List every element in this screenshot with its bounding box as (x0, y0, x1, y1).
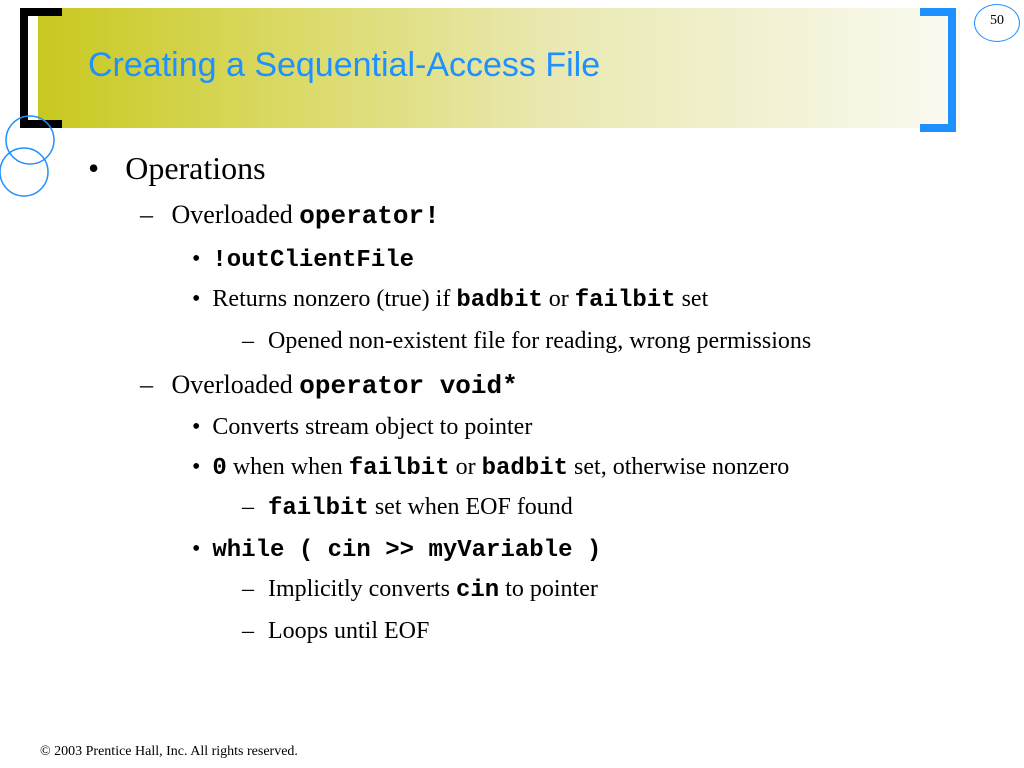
sub-bullet-overloaded-not (140, 200, 440, 231)
dash-marker: – (242, 328, 254, 354)
sub-item-text: set when EOF found (368, 494, 573, 520)
dash-marker: – (140, 200, 153, 229)
page-number: 50 (990, 13, 1004, 28)
bullet-while-loop (192, 536, 601, 564)
code-failbit: failbit (574, 287, 676, 314)
bullet-text: Operations (125, 150, 266, 186)
sub-item-opened-file (242, 328, 811, 355)
bullet-marker: • (88, 150, 100, 186)
bullet-marker: • (192, 414, 201, 440)
bullet-returns-nonzero (192, 286, 708, 314)
code-outclientfile: !outClientFile (212, 247, 415, 274)
bullet-text: Converts stream object to pointer (212, 414, 533, 440)
dash-marker: – (140, 370, 153, 399)
sub-item-implicit (242, 576, 598, 604)
sub-item-loops (242, 618, 429, 645)
bullet-text: set, otherwise nonzero (568, 454, 790, 480)
code-failbit: failbit (348, 455, 450, 482)
slide-title: Creating a Sequential-Access File (88, 46, 601, 84)
code-while-loop: while ( cin >> myVariable ) (212, 537, 602, 564)
sub-bullet-overloaded-void (140, 370, 518, 401)
dash-marker: – (242, 576, 254, 602)
bullet-outclientfile (192, 246, 414, 274)
bullet-text: when when (226, 454, 349, 480)
bullet-marker: • (192, 536, 201, 562)
code-badbit: badbit (456, 287, 543, 314)
sub-item-text: Loops until EOF (268, 618, 430, 644)
code-badbit: badbit (481, 455, 569, 482)
bullet-marker: • (192, 286, 201, 312)
code-cin: cin (455, 577, 500, 604)
sub-item-text: Opened non-existent file for reading, wrong permissions (268, 328, 812, 354)
sub-bullet-text: Overloaded (171, 200, 300, 229)
dash-marker: – (242, 618, 254, 644)
sub-item-text: Implicitly converts (268, 576, 456, 602)
sub-bullet-text: Overloaded (171, 370, 300, 399)
copyright-footer: © 2003 Prentice Hall, Inc. All rights reserved. (40, 744, 298, 759)
bullet-marker: • (192, 246, 201, 272)
sub-item-text: to pointer (499, 576, 598, 602)
bullet-text: Returns nonzero (true) if (212, 286, 457, 312)
dash-marker: – (242, 494, 254, 520)
bullet-text: or (449, 454, 482, 480)
bullet-text: or (542, 286, 575, 312)
bullet-zero-when (192, 454, 789, 482)
bullet-text: set (675, 286, 709, 312)
bullet-operations (88, 150, 266, 187)
sub-item-failbit-eof (242, 494, 573, 522)
code-zero: 0 (212, 455, 227, 482)
bullet-marker: • (192, 454, 201, 480)
code-operator-not: operator! (299, 201, 440, 231)
bullet-converts (192, 414, 532, 441)
code-operator-void: operator void* (299, 371, 518, 401)
code-failbit: failbit (268, 495, 369, 522)
